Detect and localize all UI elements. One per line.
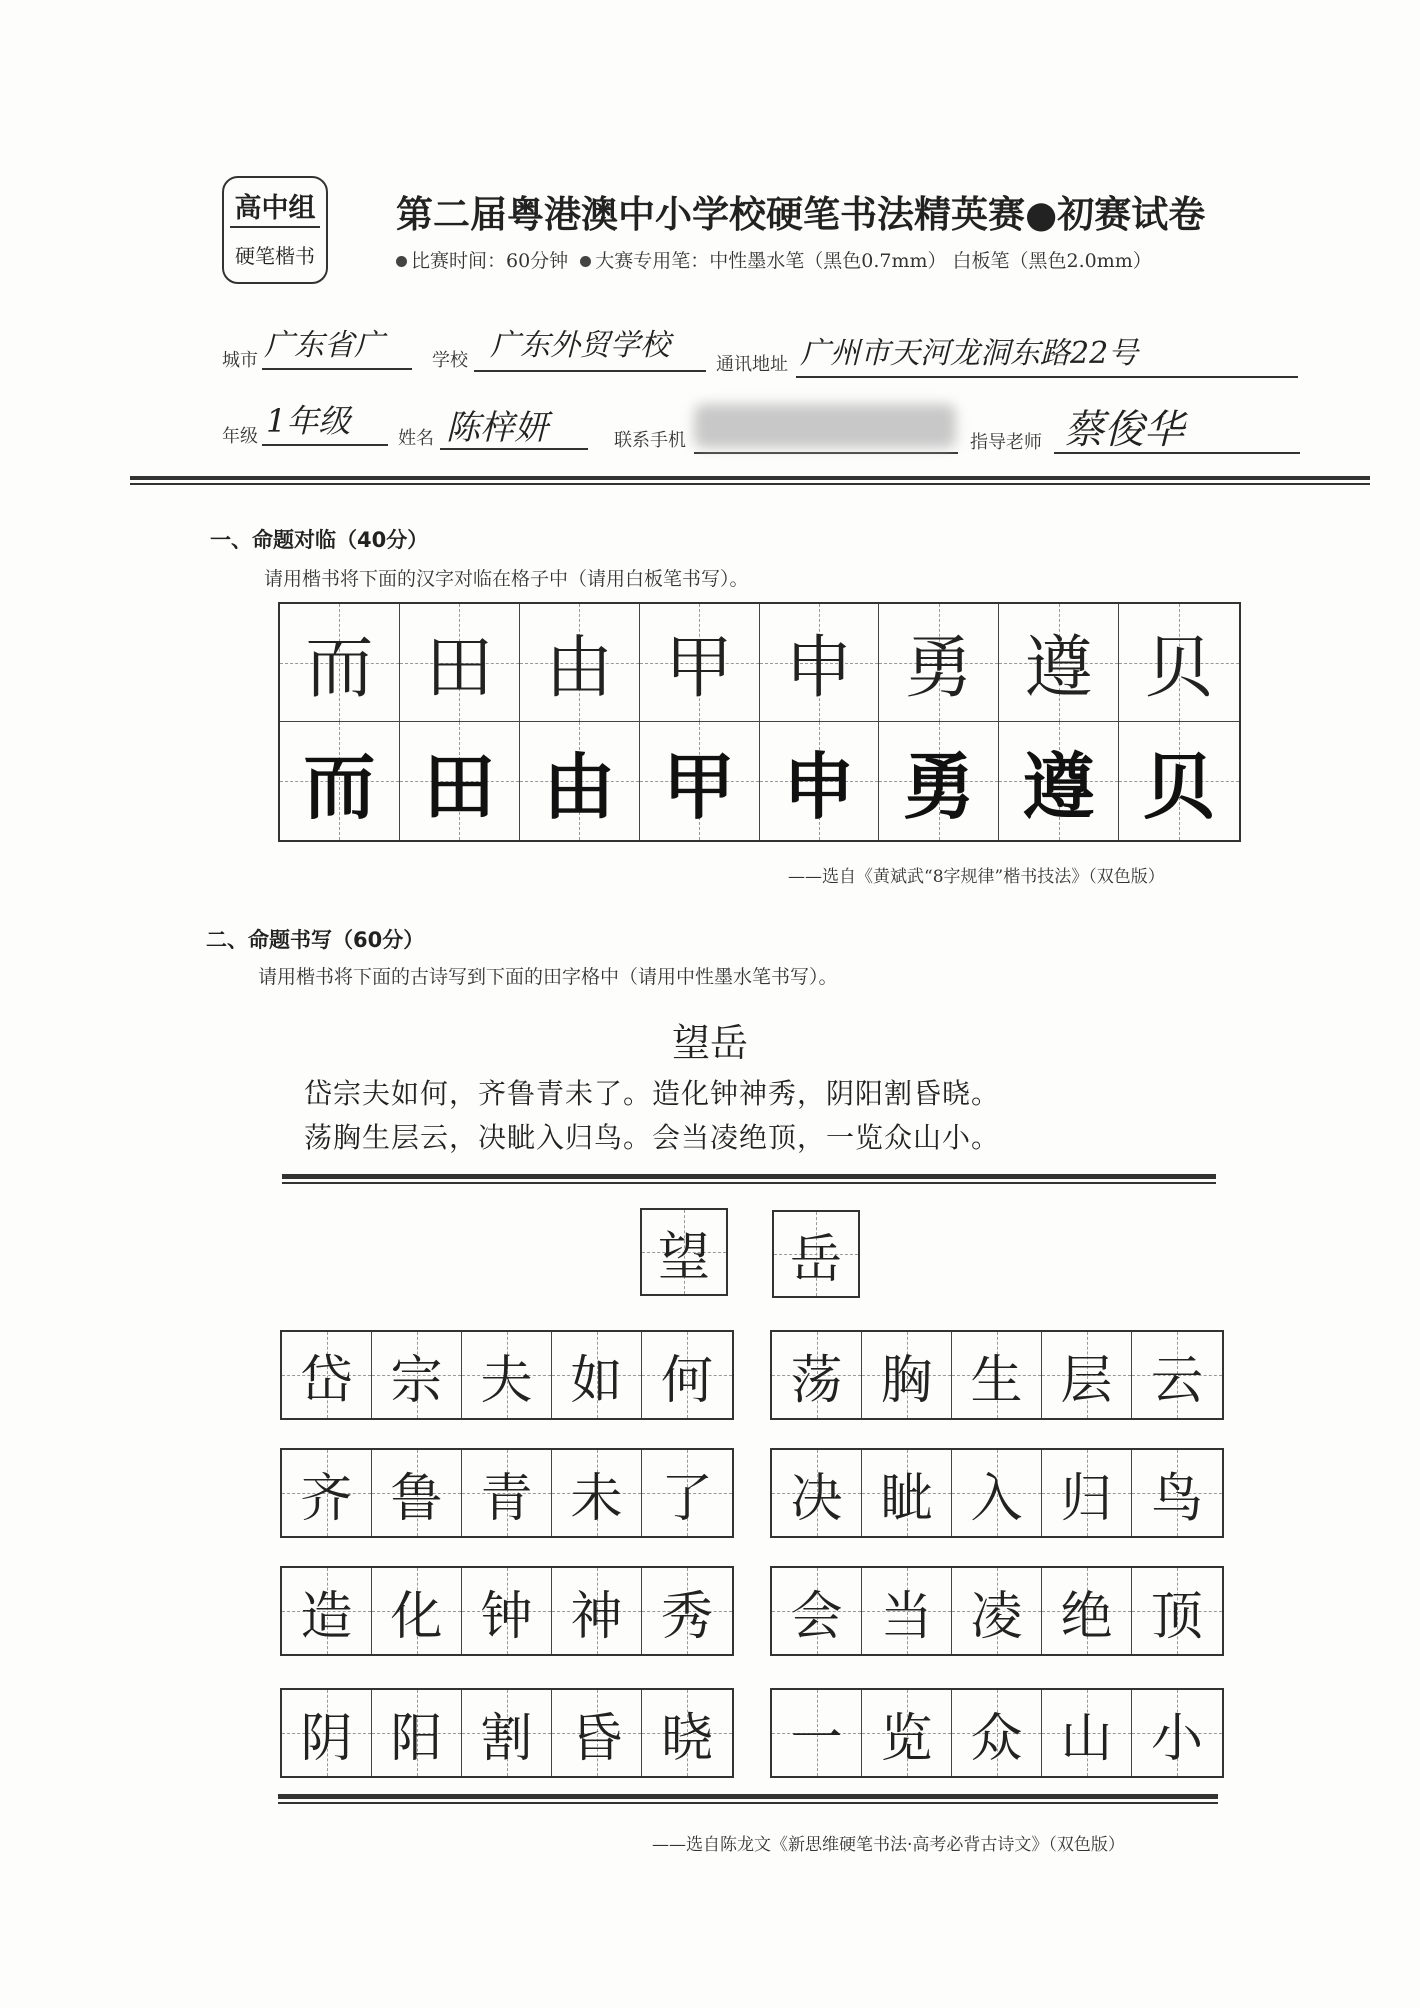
bottom-divider — [278, 1794, 1218, 1804]
section1-instruction: 请用楷书将下面的汉字对临在格子中（请用白板笔书写）。 — [264, 568, 749, 590]
writing-row-left-4 — [280, 1688, 734, 1778]
writing-cell[interactable] — [772, 1690, 862, 1776]
writing-row-right-2 — [770, 1448, 1224, 1538]
copy-char: 贝 — [1143, 744, 1216, 829]
written-char: 层 — [1060, 1350, 1113, 1411]
written-char: 晓 — [660, 1708, 713, 1769]
name-value[interactable]: 陈梓妍 — [446, 408, 548, 448]
writing-cell[interactable] — [462, 1450, 552, 1536]
writing-cell[interactable] — [282, 1690, 372, 1776]
title-box[interactable] — [772, 1210, 860, 1298]
written-char: 阴 — [300, 1708, 353, 1769]
copy-char: 甲 — [663, 744, 736, 829]
writing-cell[interactable] — [552, 1332, 642, 1418]
writing-cell[interactable] — [372, 1332, 462, 1418]
copy-cell[interactable] — [640, 722, 760, 840]
copy-cell[interactable] — [520, 722, 640, 840]
writing-cell[interactable] — [282, 1332, 372, 1418]
model-char: 申 — [784, 629, 853, 708]
written-char: 云 — [1150, 1350, 1203, 1411]
exam-title: 第二届粤港澳中小学校硬笔书法精英赛●初赛试卷 — [396, 193, 1206, 236]
written-char: 化 — [390, 1586, 443, 1647]
teacher-label: 指导老师 — [970, 432, 1042, 453]
section1-heading: 一、命题对临（40分） — [210, 528, 429, 552]
section2-heading: 二、命题书写（60分） — [206, 928, 425, 952]
writing-cell[interactable] — [1132, 1690, 1222, 1776]
address-label: 通讯地址 — [716, 354, 788, 375]
writing-cell[interactable] — [1042, 1690, 1132, 1776]
badge-divider — [230, 226, 320, 228]
poem-divider — [282, 1174, 1216, 1184]
written-char: 如 — [570, 1350, 623, 1411]
model-char: 遵 — [1024, 629, 1093, 708]
copy-char: 由 — [543, 744, 616, 829]
written-char: 昏 — [570, 1708, 623, 1769]
copy-char: 而 — [303, 744, 376, 829]
phone-label: 联系手机 — [614, 430, 686, 451]
copy-cell[interactable] — [280, 722, 400, 840]
city-value[interactable]: 广东省广 — [264, 328, 384, 363]
writing-cell[interactable] — [552, 1568, 642, 1654]
writing-cell[interactable] — [1042, 1450, 1132, 1536]
address-line — [796, 376, 1298, 378]
teacher-value[interactable]: 蔡俊华 — [1064, 407, 1184, 453]
model-char: 贝 — [1145, 629, 1214, 708]
school-value[interactable]: 广东外贸学校 — [490, 328, 670, 363]
written-char: 未 — [570, 1468, 623, 1529]
school-line — [474, 370, 706, 372]
copy-cell[interactable] — [1119, 722, 1239, 840]
model-char: 田 — [425, 629, 494, 708]
written-char: 割 — [480, 1708, 533, 1769]
title-box[interactable] — [640, 1208, 728, 1296]
written-char: 归 — [1060, 1468, 1113, 1529]
written-char: 鸟 — [1150, 1468, 1203, 1529]
phone-line — [694, 452, 958, 454]
writing-cell[interactable] — [282, 1450, 372, 1536]
copy-cell[interactable] — [999, 722, 1119, 840]
writing-cell[interactable] — [862, 1690, 952, 1776]
copy-cell[interactable] — [400, 722, 520, 840]
section2-instruction: 请用楷书将下面的古诗写到下面的田字格中（请用中性墨水笔书写）。 — [258, 966, 838, 988]
written-char: 当 — [880, 1586, 933, 1647]
badge-group-label: 高中组 — [234, 193, 316, 224]
writing-cell[interactable] — [772, 1568, 862, 1654]
poem-line-2: 荡胸生层云，决眦入归鸟。会当凌绝顶，一览众山小。 — [304, 1121, 1001, 1154]
exam-pens: 大赛专用笔：中性墨水笔（黑色0.7mm） 白板笔（黑色2.0mm） — [595, 250, 1152, 272]
writing-cell[interactable] — [1132, 1450, 1222, 1536]
writing-cell[interactable] — [772, 1332, 862, 1418]
city-line — [262, 368, 412, 370]
written-char: 胸 — [880, 1350, 933, 1411]
written-char: 何 — [660, 1350, 713, 1411]
model-char: 由 — [545, 629, 614, 708]
writing-row-right-4 — [770, 1688, 1224, 1778]
copy-cell[interactable] — [879, 722, 999, 840]
writing-row-right-3 — [770, 1566, 1224, 1656]
writing-row-left-2 — [280, 1448, 734, 1538]
written-char: 山 — [1060, 1708, 1113, 1769]
written-char: 会 — [790, 1586, 843, 1647]
writing-cell[interactable] — [952, 1568, 1042, 1654]
writing-cell[interactable] — [642, 1450, 732, 1536]
writing-cell[interactable] — [282, 1568, 372, 1654]
copy-practice-grid — [278, 602, 1241, 842]
written-char: 秀 — [660, 1586, 713, 1647]
poem-title: 望岳 — [671, 1021, 748, 1065]
written-char: 鲁 — [390, 1468, 443, 1529]
copy-char: 勇 — [902, 744, 975, 829]
writing-cell[interactable] — [1132, 1332, 1222, 1418]
written-char: 众 — [970, 1708, 1023, 1769]
writing-cell[interactable] — [642, 1690, 732, 1776]
copy-char: 遵 — [1022, 744, 1095, 829]
written-char: 岱 — [300, 1350, 353, 1411]
written-char: 宗 — [390, 1350, 443, 1411]
writing-cell[interactable] — [372, 1690, 462, 1776]
written-char: 夫 — [480, 1350, 533, 1411]
model-cell — [520, 604, 640, 722]
writing-cell[interactable] — [1042, 1568, 1132, 1654]
written-char: 齐 — [300, 1468, 353, 1529]
exam-subline — [396, 246, 1152, 273]
writing-cell[interactable] — [1132, 1568, 1222, 1654]
phone-redacted — [694, 404, 956, 448]
bullet-dot-icon — [580, 256, 591, 267]
model-char: 勇 — [904, 629, 973, 708]
writing-cell[interactable] — [642, 1332, 732, 1418]
written-char: 荡 — [790, 1350, 843, 1411]
written-char: 青 — [480, 1468, 533, 1529]
model-cell — [760, 604, 880, 722]
bullet-dot-icon — [396, 256, 407, 267]
writing-cell[interactable] — [462, 1568, 552, 1654]
written-char: 凌 — [970, 1586, 1023, 1647]
section1-source: ——选自《黄斌武“8字规律”楷书技法》（双色版） — [788, 867, 1165, 887]
written-char: 阳 — [390, 1708, 443, 1769]
copy-char: 申 — [782, 744, 855, 829]
group-badge — [222, 176, 328, 284]
header-divider — [130, 476, 1370, 485]
writing-cell[interactable] — [372, 1568, 462, 1654]
written-char: 顶 — [1150, 1586, 1203, 1647]
exam-time: 比赛时间：60分钟 — [411, 250, 569, 272]
model-cell — [400, 604, 520, 722]
model-char: 甲 — [665, 629, 734, 708]
grade-label: 年级 — [222, 426, 258, 447]
model-cell — [280, 604, 400, 722]
writing-cell[interactable] — [462, 1690, 552, 1776]
model-cell — [1119, 604, 1239, 722]
grade-line — [262, 444, 388, 446]
writing-cell[interactable] — [772, 1450, 862, 1536]
writing-cell[interactable] — [462, 1332, 552, 1418]
written-char: 决 — [790, 1468, 843, 1529]
writing-cell[interactable] — [952, 1450, 1042, 1536]
writing-cell[interactable] — [862, 1450, 952, 1536]
writing-cell[interactable] — [862, 1568, 952, 1654]
writing-row-left-3 — [280, 1566, 734, 1656]
address-value[interactable]: 广州市天河龙洞东路22号 — [800, 336, 1139, 371]
grade-value[interactable]: 1年级 — [266, 402, 351, 440]
written-char: 览 — [880, 1708, 933, 1769]
name-label: 姓名 — [398, 428, 434, 449]
copy-char: 田 — [423, 744, 496, 829]
model-cell — [999, 604, 1119, 722]
poem-line-1: 岱宗夫如何，齐鲁青未了。造化钟神秀，阴阳割昏晓。 — [304, 1077, 1001, 1110]
written-char: 钟 — [480, 1586, 533, 1647]
writing-cell[interactable] — [552, 1690, 642, 1776]
written-char: 神 — [570, 1586, 623, 1647]
writing-cell[interactable] — [952, 1690, 1042, 1776]
city-label: 城市 — [222, 350, 258, 371]
title-char: 望 — [657, 1227, 710, 1288]
badge-style-label: 硬笔楷书 — [235, 244, 315, 268]
writing-cell[interactable] — [862, 1332, 952, 1418]
section2-source: ——选自陈龙文《新思维硬笔书法·高考必背古诗文》（双色版） — [652, 1835, 1125, 1855]
writing-cell[interactable] — [1042, 1332, 1132, 1418]
written-char: 绝 — [1060, 1586, 1113, 1647]
written-char: 一 — [790, 1708, 843, 1769]
writing-cell[interactable] — [552, 1450, 642, 1536]
writing-row-right-1 — [770, 1330, 1224, 1420]
writing-cell[interactable] — [952, 1332, 1042, 1418]
school-label: 学校 — [432, 350, 468, 371]
written-char: 眦 — [880, 1468, 933, 1529]
model-cell — [879, 604, 999, 722]
model-char: 而 — [305, 629, 374, 708]
copy-cell[interactable] — [760, 722, 880, 840]
writing-row-left-1 — [280, 1330, 734, 1420]
title-char: 岳 — [789, 1229, 842, 1290]
writing-cell[interactable] — [642, 1568, 732, 1654]
written-char: 造 — [300, 1586, 353, 1647]
writing-cell[interactable] — [372, 1450, 462, 1536]
written-char: 小 — [1150, 1708, 1203, 1769]
written-char: 入 — [970, 1468, 1023, 1529]
written-char: 了 — [660, 1468, 713, 1529]
written-char: 生 — [970, 1350, 1023, 1411]
model-cell — [640, 604, 760, 722]
